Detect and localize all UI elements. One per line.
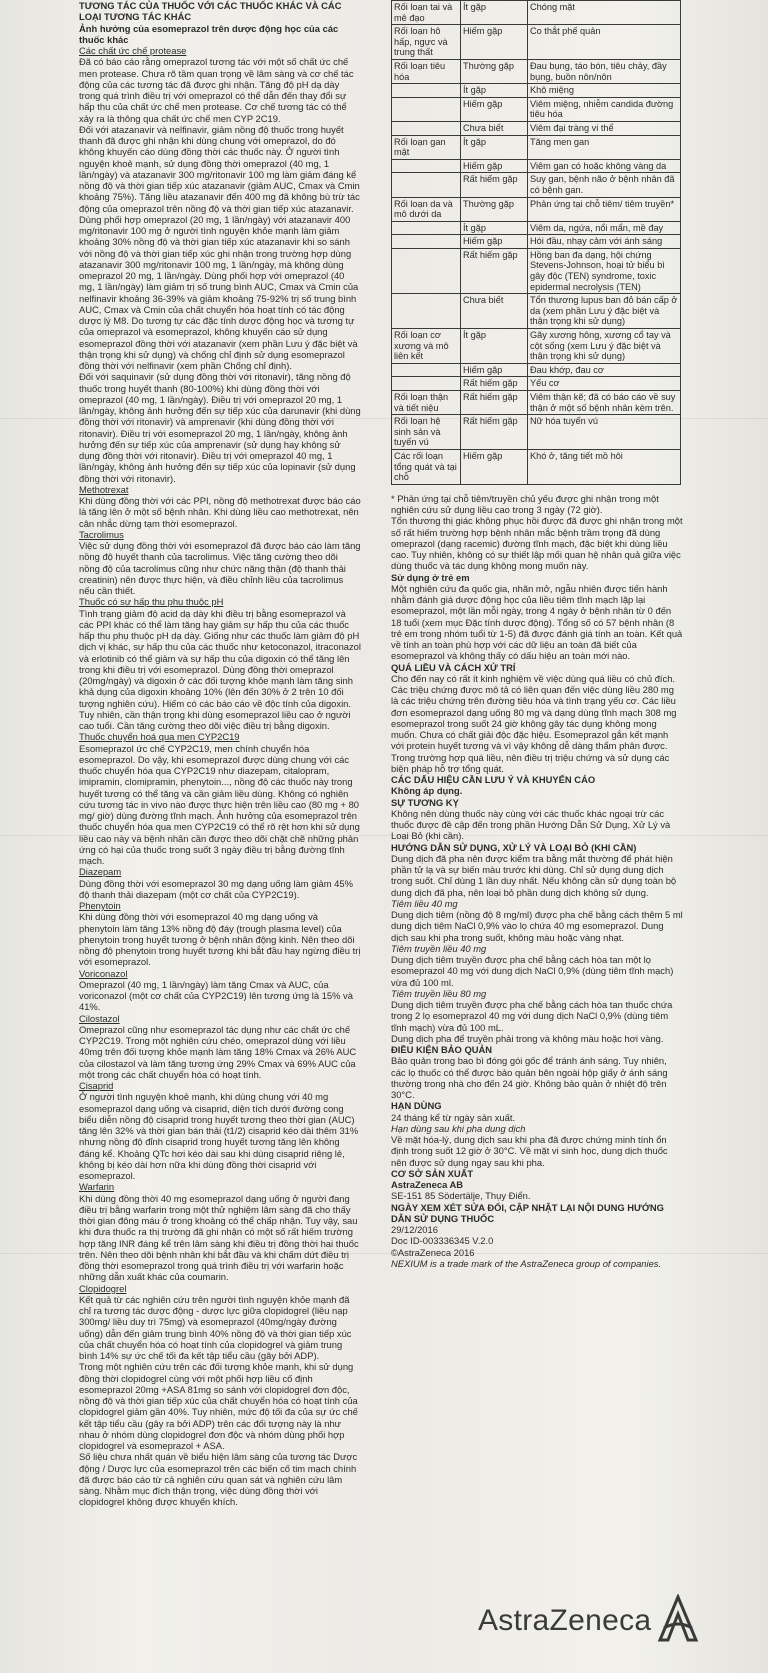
paragraph: Tổn thương thị giác không phục hồi được đã được ghi nhận trong một số rất hiếm trường hợp bệnh nhân mắc bệnh trầm trọng đã dùng omeprazol (dạng racemic) đường tĩnh mạch, đặc biệt khi dùng liều cao. Tuy nhiên, không có sự thiết lập mối quan hệ nhân quả giữa việc dùng thuốc và tác dụng không mong muốn này. [391,515,683,572]
paragraph: Dung dịch tiêm (nồng độ 8 mg/ml) được pha chế bằng cách thêm 5 ml dung dịch tiêm NaCl 0,9% vào lọ chứa 40 mg esomeprazol. Dung dịch sau khi pha trong suốt, không màu hoặc vàng nhạt. [391,909,683,943]
paragraph: Đối với atazanavir và nelfinavir, giảm nồng độ thuốc trong huyết thanh đã được ghi nhận khi dùng chung với omeprazol, do đó không khuyến cáo dùng đồng thời các thuốc này. Ở người tình nguyện khoẻ mạnh, sử dụng đồng thời omeprazol (40 mg, 1 lần/ngày) và atazanavir 300 mg/ritonavir 100 mg làm giảm đáng kể nồng độ và thời gian tiếp xúc atazanavir (giảm AUC, Cmax và Cmin khoảng 75%). Tăng liều atazanavir đến 400 mg đã không bù trừ tác động của omeprazol trên nồng độ và thời gian tiếp xúc atazanavir. Dùng phối hợp omeprazol (20 mg, 1 lần/ngày) với atazanavir 400 mg/ritonavir 100 mg ở người tình nguyện khỏe mạnh làm giảm khoảng 30% nồng độ và thời gian tiếp xúc atazanavir khi so sánh với nồng độ và thời gian tiếp xúc ghi nhận trong trường hợp dùng atazanavir 300 mg/ritonavir 100 mg, 1 lần/ngày, mà không dùng omeprazol 20 mg, 1 lần/ngày. Dùng phối hợp với omeprazol (40 mg, 1 lần/ngày) làm giảm trị số trung bình AUC, Cmax và Cmin của nelfinavir khoảng 36-39% và giảm khoảng 75-92% trị số trung bình AUC, Cmax và Cmin của chất chuyển hóa hoạt tính có tác động dược lý M8. Do tương tự các đặc tính dược động học và tương tự của omeprazol và esomeprazol, không khuyến cáo sử dụng esomeprazol đồng thời với atazanavir (xem phần Lưu ý đặc biệt và thận trọng khi sử dụng) và chống chỉ định sử dụng esomeprazol đồng thời với nelfinavir (xem phần Chống chỉ định). [79,123,360,371]
table-row [392,377,681,391]
organ-class-cell: Rối loạn gan mật [392,135,461,159]
logo-wordmark: AstraZeneca [478,1604,652,1637]
frequency-cell: Ít gặp [461,1,528,25]
paragraph: * Phản ứng tại chỗ tiêm/truyền chủ yếu được ghi nhận trong một nghiên cứu sử dụng liều cao trong 3 ngày (72 giờ). [391,492,659,515]
paragraph: AstraZeneca AB [391,1179,464,1190]
paragraph: Tiêm liều 40 mg [391,897,458,909]
section-heading: HẠN DÙNG [391,1100,442,1112]
organ-class-cell [392,97,461,121]
table-row [392,363,681,377]
subsection-heading: Thuốc có sự hấp thu phụ thuộc pH [79,596,224,608]
paragraph: Hạn dùng sau khi pha dung dịch [391,1122,526,1134]
table-row [392,173,681,197]
organ-class-cell [392,377,461,391]
table-row [392,1,681,25]
subsection-heading: Các chất ức chế protease [79,45,187,56]
subsection-heading: Thuốc chuyển hoá qua men CYP2C19 [79,731,240,743]
paragraph: Kết quả từ các nghiên cứu trên người tình nguyện khỏe mạnh đã chỉ ra tương tác dược động - dược lực giữa clopidogrel (liều nạp 300mg/ liều duy trì 75mg) và esomeprazol (40mg/ngày đường uống) dẫn đến giảm trung bình 40% nồng độ và thời gian tiếp xúc của chất chuyển hóa có hoạt tính của clopidogrel và giảm trung bình 14% sự ức chế tối đa kết tập tiểu cầu (gây bởi ADP). [79,1293,352,1361]
frequency-cell: Rất hiếm gặp [461,377,528,391]
organ-class-cell [392,248,461,293]
frequency-cell: Chưa biết [461,294,528,329]
section-heading: TƯƠNG TÁC CỦA THUỐC VỚI CÁC THUỐC KHÁC VÀ CÁC LOẠI TƯƠNG TÁC KHÁC [79,0,342,23]
effect-cell: Chóng mặt [528,1,681,25]
paragraph: Tình trạng giảm độ acid dạ dày khi điều trị bằng esomeprazol và các PPI khác có thể làm tăng hay giảm sự hấp thu của các thuốc hấp thu phụ thuộc pH dạ dày. Giống như các thuốc làm giảm độ pH dịch vị khác, sự hấp thu của các thuốc như ketoconazol, itraconazol và erlotinib có thể giảm và sự hấp thu của digoxin có thể tăng lên trong khi điều trị với esomeprazol. Dùng đồng thời omeprazol (20mg/ngày) và digoxin ở các đối tượng khỏe mạnh làm tăng sinh khả dụng của digoxin khoảng 10% (lên đến 30% ở 2 trên 10 đối tượng nghiên cứu). Hiếm có các báo cáo về độc tính của digoxin. Tuy nhiên, cần thận trọng khi dùng esomeprazol liều cao ở người cao tuổi. Cần tăng cường theo dõi việc điều trị bằng digoxin. [79,607,361,731]
organ-class-cell: Rối loạn hô hấp, ngực và trung thất [392,25,461,60]
frequency-cell: Ít gặp [461,135,528,159]
paragraph: Khi dùng đồng thời 40 mg esomeprazol dạng uống ở người đang điều trị bằng warfarin trong một thử nghiệm lâm sàng đã cho thấy thời gian đông máu ở trong khoảng có thể chấp nhận. Tuy vậy, sau khi đưa thuốc ra thị trường đã ghi nhận có một số rất hiếm trường hợp tăng INR đáng kể trên lâm sàng khi điều trị đồng thời hai thuốc trên. Nên theo dõi bệnh nhân khi bắt đầu và khi chấm dứt điều trị đồng thời esomeprazol trong quá trình điều trị với warfarin hoặc những dẫn xuất khác của coumarin. [79,1192,359,1283]
right-column [391,0,683,1590]
organ-class-cell [392,235,461,249]
table-row [392,84,681,98]
subsection-heading: Cilostazol [79,1012,120,1024]
frequency-cell: Chưa biết [461,121,528,135]
effect-cell: Yếu cơ [528,377,681,391]
paragraph: Việc sử dụng đồng thời với esomeprazol đã được báo cáo làm tăng nồng độ huyết thanh của tacrolimus. Việc tăng cường theo dõi nồng độ của tacrolimus cũng như chức năng thận (độ thanh thải creatinin) nên được thực hiện, và điều chỉnh liều của tacrolimus nếu cần thiết. [79,540,361,596]
table-row [392,197,681,221]
paragraph: Số liệu chưa nhất quán về biểu hiện lâm sàng của tương tác Dược động / Dược lực của esomeprazol trên các biến cố tim mạch chính đã được báo cáo từ cả nghiên cứu quan sát và nghiên cứu lâm sàng. Nhằm mục đích thận trọng, việc dùng đồng thời với clopidogrel không được khuyến khích. [79,1451,358,1508]
table-row [392,121,681,135]
astrazeneca-logo-icon [654,1594,702,1646]
adverse-effects-table [391,0,681,485]
paragraph: Omeprazol cũng như esomeprazol tác dụng như các chất ức chế CYP2C19. Trong một nghiên cứu chéo, omeprazol dùng với liều 40mg trên đối tượng khỏe mạnh làm tăng 18% Cmax và 26% AUC của cilostazol và làm tăng tương ứng 29% Cmax và 69% AUC của một trong các chất chuyển hóa có hoạt tính. [79,1023,357,1080]
paragraph: Không nên dùng thuốc này cùng với các thuốc khác ngoại trừ các thuốc được đề cập đến trong phần Hướng Dẫn Sử Dụng, Xử Lý và Loại Bỏ (khi cần). [391,807,671,842]
section-heading: CÁC DẤU HIỆU CẦN LƯU Ý VÀ KHUYẾN CÁO [391,774,596,785]
paragraph: Đối với saquinavir (sử dụng đồng thời với ritonavir), tăng nồng độ thuốc trong huyết thanh (80-100%) khi dùng đồng thời với omeprazol (40 mg, 1 lần/ngày). Điều trị với omeprazol 20 mg, 1 lần/ngày, không ảnh hưởng đến sự tiếp xúc của darunavir (khi dùng đồng thời với ritonavir) và amprenavir (khi dùng đồng thời với ritonavir). Điều trị với esomeprazol 20 mg, 1 lần/ngày, không ảnh hưởng đến sự tiếp xúc của amprenavir (sử dụng hay không sử dụng đồng thời với ritonavir). Điều trị với omeprazol 40 mg, 1 lần/ngày, không ảnh hưởng đến sự tiếp xúc của lopinavir (sử dụng đồng thời với ritonavir). [79,371,361,484]
organ-class-cell [392,121,461,135]
organ-class-cell [392,159,461,173]
table-row [392,391,681,415]
organ-class-cell [392,173,461,197]
subsection-heading: Clopidogrel [79,1282,127,1294]
table-row [392,415,681,450]
frequency-cell: Hiếm gặp [461,159,528,173]
section-heading: CƠ SỞ SẢN XUẤT [391,1167,474,1179]
effect-cell: Viêm thận kẽ; đã có báo cáo về suy thận ở một số bệnh nhân kèm trên. [528,391,681,415]
left-column [79,0,361,1673]
frequency-cell: Hiếm gặp [461,363,528,377]
paragraph: Omeprazol (40 mg, 1 lần/ngày) làm tăng Cmax và AUC, của voriconazol (một cơ chất của CYP2C19) lên tương ứng là 15% và 41%. [79,978,353,1013]
paragraph: Đã có báo cáo rằng omeprazol tương tác với một số chất ức chế men protease. Chưa rõ tầm quan trọng về lâm sàng và cơ chế tác động của các tương tác đã được ghi nhận. Tăng độ pH dạ dày trong quá trình điều trị với omeprazol có thể dẫn đến thay đổi sự hấp thu của chất ức chế men protease. Cơ chế tương tác có thể xảy ra là thông qua chất ức chế men CYP 2C19. [79,56,354,124]
section-heading: ĐIỀU KIỆN BẢO QUẢN [391,1044,493,1055]
table-row [392,329,681,364]
organ-class-cell: Rối loạn da và mô dưới da [392,197,461,221]
subsection-heading: Tacrolimus [79,528,124,540]
table-row [392,235,681,249]
effect-cell: Gãy xương hông, xương cổ tay và cột sống (xem Lưu ý đặc biệt và thận trọng khi sử dụng) [528,329,681,364]
table-row [392,59,681,83]
frequency-cell: Ít gặp [461,221,528,235]
table-row [392,135,681,159]
frequency-cell: Hiếm gặp [461,25,528,60]
subsection-heading: Warfarin [79,1181,115,1193]
effect-cell: Tổn thương lupus ban đỏ bán cấp ở da (xem phần Lưu ý đặc biệt và thận trọng khi sử dụng) [528,294,681,329]
paragraph: Dung dịch pha để truyền phải trong và không màu hoặc hơi vàng. [391,1032,664,1044]
effect-cell: Co thắt phế quản [528,25,681,60]
paragraph: SE-151 85 Södertälje, Thụy Điển. [391,1190,531,1202]
effect-cell: Nữ hóa tuyến vú [528,415,681,450]
subsection-heading: Voriconazol [79,967,128,979]
frequency-cell: Rất hiếm gặp [461,415,528,450]
organ-class-cell: Các rối loạn tổng quát và tại chỗ [392,449,461,484]
effect-cell: Đau bụng, táo bón, tiêu chảy, đầy bụng, buồn nôn/nôn [528,59,681,83]
frequency-cell: Ít gặp [461,84,528,98]
frequency-cell: Hiếm gặp [461,449,528,484]
organ-class-cell [392,363,461,377]
paragraph: Về mặt hóa-lý, dung dịch sau khi pha đã được chứng minh tính ổn định trong suốt 12 giờ ở 30°C. Về mặt vi sinh học, dung dịch thuốc nên được sử dụng ngay sau khi pha. [391,1134,668,1168]
frequency-cell: Thường gặp [461,59,528,83]
paragraph: Một nghiên cứu đa quốc gia, nhãn mở, ngẫu nhiên được tiến hành nhằm đánh giá dược động học của liều tiêm tĩnh mạch lặp lại esomeprazol, một lần mỗi ngày, trong 4 ngày ở bệnh nhân từ 0 đến 18 tuổi (xem mục Đặc tính dược động). Tổng số có 57 bệnh nhân (8 trẻ em trong nhóm tuổi từ 1-5) đã được đánh giá tính an toàn. Kết quả về tính an toàn phù hợp với các dữ liệu an toàn đã biết của esomeprazol và không thấy có dấu hiệu an toàn mới nào. [391,582,683,662]
effect-cell: Viêm gan có hoặc không vàng da [528,159,681,173]
effect-cell: Viêm da, ngứa, nổi mẩn, mề đay [528,221,681,235]
effect-cell: Tăng men gan [528,135,681,159]
organ-class-cell [392,84,461,98]
paragraph: Không áp dụng. [391,785,463,797]
paragraph: Khi dùng đồng thời với các PPI, nồng độ methotrexat được báo cáo là tăng lên ở một số bệnh nhân. Khi dùng liều cao methotrexat, nên cân nhắc dừng tạm thời esomeprazol. [79,495,361,529]
paragraph: 24 tháng kể từ ngày sản xuất. [391,1111,516,1123]
effect-cell: Viêm miệng, nhiễm candida đường tiêu hóa [528,97,681,121]
table-row [392,248,681,293]
organ-class-cell: Rối loạn tiêu hóa [392,59,461,83]
paragraph: Trong một nghiên cứu trên các đối tượng khỏe mạnh, khi sử dụng đồng thời clopidogrel cùng với một phối hợp liều cố định esomeprazol 20mg +ASA 81mg so sánh với clopidogrel đơn độc, nồng độ và thời gian tiếp xúc của chất chuyển hóa có hoạt tính của clopidogrel giảm gần 40%. Tuy nhiên, mức độ tối đa của sự ức chế kết tập tiểu cầu (gây ra bởi ADP) trên các đối tượng này là như nhau ở nhóm dùng clopidogrel đơn độc và nhóm dùng phối hợp clopidogrel và esomeprazol + ASA. [79,1361,358,1451]
paragraph: Ở người tình nguyện khoẻ mạnh, khi dùng chung với 40 mg esomeprazol dạng uống và cisaprid, diện tích dưới đường cong biểu diễn nồng độ cisaprid trong huyết tương theo thời gian (AUC) tăng lên 32% và thời gian bán thải (t1/2) cisaprid kéo dài thêm 31% nhưng nồng độ đỉnh cisaprid trong huyết tương tăng lên không đáng kể. Khoảng QTc hơi kéo dài sau khi dùng cisaprid riêng lẻ, không bị kéo dài hơn nữa khi dùng đồng thời cisaprid với esomeprazol. [79,1091,359,1181]
subsection-heading: Phenytoin [79,900,121,911]
effect-cell: Khó ở, tăng tiết mồ hôi [528,449,681,484]
section-heading: QUÁ LIỀU VÀ CÁCH XỬ TRÍ [391,661,516,673]
subsection-heading: Methotrexat [79,483,129,495]
frequency-cell: Rất hiếm gặp [461,248,528,293]
paragraph: Dung dịch đã pha nên được kiểm tra bằng mắt thường để phát hiện phần tử lạ và sự biến màu trước khi dùng. Chỉ sử dụng dung dịch trong suốt. Chỉ dùng 1 lần duy nhất. Nếu không cần sử dụng toàn bộ dung dịch đã pha, nên loại bỏ phần dung dịch không sử dụng. [391,852,677,898]
paragraph: Bảo quản trong bao bì đóng gói gốc để tránh ánh sáng. Tuy nhiên, các lọ thuốc có thể được bảo quản bên ngoài hộp giấy ở ánh sáng thường trong nhà cho đến 24 giờ. Không bảo quản ở nhiệt độ trên 30°C. [391,1055,668,1100]
paragraph: Dung dịch tiêm truyền được pha chế bằng cách hòa tan một lọ esomeprazol 40 mg với dung dịch NaCl 0,9% (dùng tiêm tĩnh mạch) vừa đủ 100 ml. [391,954,674,988]
frequency-cell: Rất hiếm gặp [461,391,528,415]
paragraph: Tiêm truyền liều 40 mg [391,942,487,954]
effect-cell: Viêm đại tràng vi thể [528,121,681,135]
organ-class-cell: Rối loạn thận và tiết niệu [392,391,461,415]
effect-cell: Hói đầu, nhạy cảm với ánh sáng [528,235,681,249]
table-row [392,449,681,484]
effect-cell: Khô miệng [528,84,681,98]
section-heading: SỰ TƯƠNG KỴ [391,796,459,808]
organ-class-cell [392,221,461,235]
subsection-heading: Cisaprid [79,1080,114,1091]
paragraph: 29/12/2016 [391,1224,438,1235]
table-row [392,159,681,173]
paragraph: Cho đến nay có rất ít kinh nghiệm về việc dùng quá liều có chủ đích. Các triệu chứng được mô tả có liên quan đến việc dùng liều 280 mg là các triệu chứng trên đường tiêu hóa và tình trạng yếu cơ. Các liều đơn esomeprazol dạng uống 80 mg và dạng dùng tĩnh mạch 308 mg esomeprazol trong suốt 24 giờ không gây tác dụng không mong muốn. Chưa có chất giải độc đặc hiệu. Esomeprazol gắn kết mạnh với protein huyết tương và vì vậy không dễ dàng thẩm phân được. Trong trường hợp quá liều, nên điều trị triệu chứng và sử dụng các biện pháp hỗ trợ tổng quát. [391,672,677,774]
paragraph: ©AstraZeneca 2016 [391,1246,475,1258]
organ-class-cell: Rối loạn cơ xương và mô liên kết [392,329,461,364]
effect-cell: Suy gan, bệnh não ở bệnh nhân đã có bệnh gan. [528,173,681,197]
organ-class-cell: Rối loạn tai và mê đạo [392,1,461,25]
paragraph: Dung dịch tiêm truyền được pha chế bằng cách hòa tan thuốc chứa trong 2 lọ esomeprazol 40 mg với dung dịch NaCl 0,9% (dùng tiêm tĩnh mạch) vừa đủ 100 mL. [391,999,673,1033]
subsection-heading: Diazepam [79,866,122,878]
effect-cell: Đau khớp, đau cơ [528,363,681,377]
right-column-text [391,493,683,1269]
paragraph: NEXIUM is a trade mark of the AstraZeneca group of companies. [391,1257,662,1269]
section-heading: NGÀY XEM XÉT SỬA ĐỔI, CẬP NHẬT LẠI NỘI DUNG HƯỚNG DẪN SỬ DỤNG THUỐC [391,1201,664,1224]
paragraph: Sử dụng ở trẻ em [391,571,470,583]
astrazeneca-logo [478,1594,708,1654]
table-row [392,97,681,121]
frequency-cell: Hiếm gặp [461,97,528,121]
frequency-cell: Ít gặp [461,329,528,364]
paragraph: Tiêm truyền liều 80 mg [391,987,487,999]
effect-cell: Hồng ban đa dạng, hội chứng Stevens-Johnson, hoại tử biểu bì gây độc (TEN) syndrome, toxic epidermal necrolysis (TEN) [528,248,681,293]
table-row [392,294,681,329]
paragraph: Ảnh hưởng của esomeprazol trên dược động học của các thuốc khác [79,22,339,45]
paragraph: Dùng đồng thời với esomeprazol 30 mg dạng uống làm giảm 45% độ thanh thải diazepam (một cơ chất của CYP2C19). [79,877,353,900]
paragraph: Doc ID-003336345 V.2.0 [391,1235,494,1247]
organ-class-cell [392,294,461,329]
section-heading: HƯỚNG DẪN SỬ DỤNG, XỬ LÝ VÀ LOẠI BỎ (KHI CẦN) [391,841,637,853]
effect-cell: Phản ứng tại chỗ tiêm/ tiêm truyền* [528,197,681,221]
organ-class-cell: Rối loạn hệ sinh sản và tuyến vú [392,415,461,450]
frequency-cell: Rất hiếm gặp [461,173,528,197]
paragraph: Khi dùng đồng thời với esomeprazol 40 mg dạng uống và phenytoin làm tăng 13% nồng độ đáy (trough plasma level) của phenytoin trong huyết tương ở bệnh nhân động kinh. Nên theo dõi nồng độ phenytoin trong huyết tương khi bắt đầu hay ngừng điều trị với esomeprazol. [79,911,361,968]
paragraph: Esomeprazol ức chế CYP2C19, men chính chuyển hóa esomeprazol. Do vậy, khi esomeprazol được dùng chung với các thuốc chuyển hóa qua CYP2C19 như diazepam, citalopram, imipramin, clomipramin, phenytoin..., nồng độ các thuốc này trong huyết tương có thể tăng và cần giảm liều dùng. Không có nghiên cứu tương tác in vivo nào được thực hiện trên liều cao (80 mg + 80 mg/ giờ) dùng đường tĩnh mạch. Ảnh hưởng của esomeprazol trên thuốc chuyển hóa qua men CYP2C19 có thể rõ rệt hơn khi sử dụng liều cao này và bệnh nhân cần được theo dõi chặt chẽ những phản ứng có hại của thuốc trong suốt 3 ngày điều trị bằng đường tĩnh mạch. [79,742,360,866]
frequency-cell: Hiếm gặp [461,235,528,249]
table-row [392,25,681,60]
table-row [392,221,681,235]
frequency-cell: Thường gặp [461,197,528,221]
